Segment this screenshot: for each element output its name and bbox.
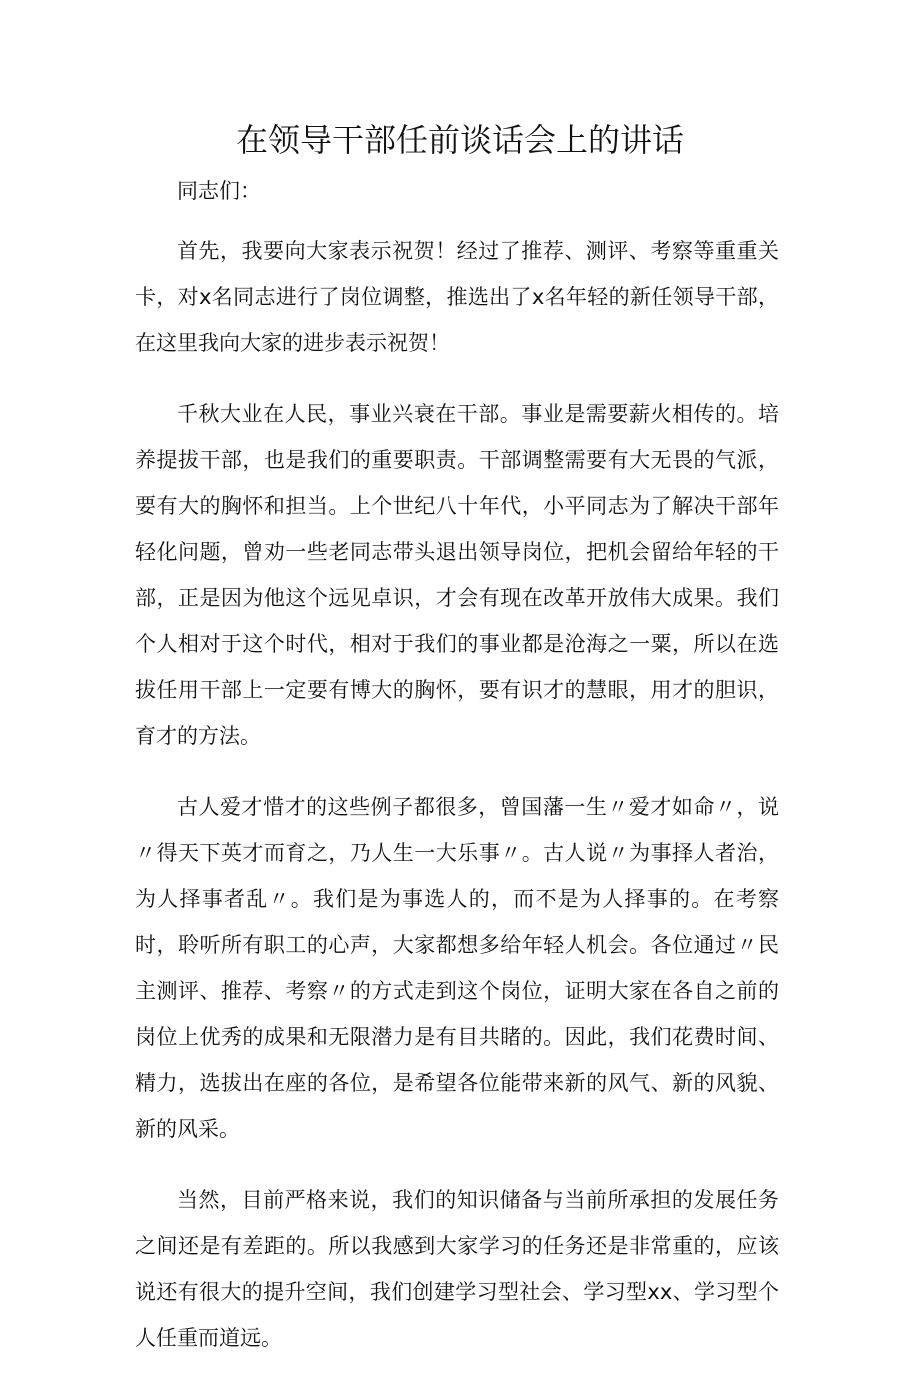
paragraph-congratulations: 首先，我要向大家表示祝贺！经过了推荐、测评、考察等重重关卡，对x名同志进行了岗位调整，推选出了x名年轻的新任领导干部，在这里我向大家的进步表示祝贺！ — [135, 239, 779, 355]
paragraph-valuing-talent: 古人爱才惜才的这些例子都很多，曾国藩一生〃爱才如命〃，说〃得天下英才而育之，乃人生一大乐事〃。古人说〃为事择人者治，为人择事者乱〃。我们是为事选人的，而不是为人择事的。在考察时，聆听所有职工的心声，大家都想多给年轻人机会。各位通过〃民主测评、推荐、考察〃的方式走到这个岗位，证明大家在各自之前的岗位上优秀的成果和无限潜力是有目共睹的。因此，我们花费时间、精力，选拔出在座的各位，是希望各位能带来新的风气、新的风貌、新的风采。 — [135, 795, 779, 1141]
paragraph-learning-tasks: 当然，目前严格来说，我们的知识储备与当前所承担的发展任务之间还是有差距的。所以我感到大家学习的任务还是非常重的，应该说还有很大的提升空间，我们创建学习型社会、学习型xx、学习型个人任重而道远。 — [135, 1188, 779, 1350]
document-body — [135, 168, 779, 1386]
paragraph-cadre-development: 千秋大业在人民，事业兴衰在干部。事业是需要薪火相传的。培养提拔干部，也是我们的重要职责。干部调整需要有大无畏的气派，要有大的胸怀和担当。上个世纪八十年代，小平同志为了解决干部年轻化问题，曾劝一些老同志带头退出领导岗位，把机会留给年轻的干部，正是因为他这个远见卓识，才会有现在改革开放伟大成果。我们个人相对于这个时代，相对于我们的事业都是沧海之一粟，所以在选拔任用干部上一定要有博大的胸怀，要有识才的慧眼，用才的胆识，育才的方法。 — [135, 402, 779, 748]
salutation: 同志们： — [177, 179, 261, 203]
document-title: 在领导干部任前谈话会上的讲话 — [235, 121, 684, 159]
